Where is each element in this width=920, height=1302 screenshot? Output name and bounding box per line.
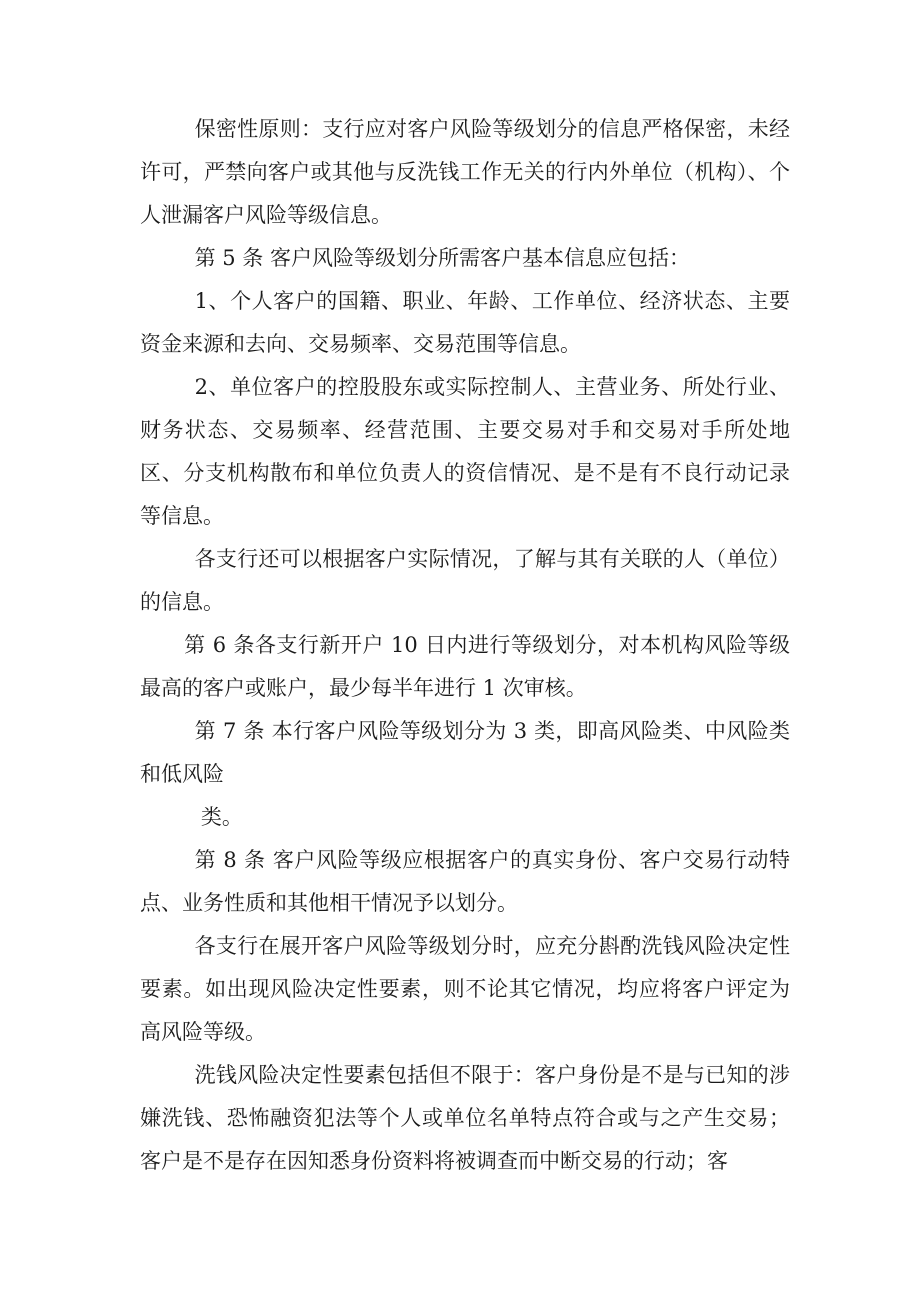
paragraph-related-parties: 各支行还可以根据客户实际情况，了解与其有关联的人（单位）的信息。 (140, 547, 790, 614)
paragraph-article-8: 第 8 条 客户风险等级应根据客户的真实身份、客户交易行动特点、业务性质和其他相干情况予以划分。 (140, 848, 790, 915)
paragraph-decisive-factors-list: 洗钱风险决定性要素包括但不限于：客户身份是不是与已知的涉嫌洗钱、恐怖融资犯法等个人或单位名单特点符合或与之产生交易；客户是不是存在因知悉身份资料将被调查而中断交易的行动；客 (140, 1063, 790, 1173)
paragraph-article-7-continuation: 类。 (200, 805, 243, 829)
paragraph-decisive-factors: 各支行在展开客户风险等级划分时，应充分斟酌洗钱风险决定性要素。如出现风险决定性要素，则不论其它情况，均应将客户评定为高风险等级。 (140, 934, 790, 1044)
paragraph-article-6: 第 6 条各支行新开户 10 日内进行等级划分，对本机构风险等级最高的客户或账户，最少每半年进行 1 次审核。 (140, 633, 790, 700)
paragraph-individual-customer-info: 1、个人客户的国籍、职业、年龄、工作单位、经济状态、主要资金来源和去向、交易频率、交易范围等信息。 (140, 289, 790, 356)
paragraph-entity-customer-info: 2、单位客户的控股股东或实际控制人、主营业务、所处行业、财务状态、交易频率、经营范围、主要交易对手和交易对手所处地区、分支机构散布和单位负责人的资信情况、是不是有不良行动记录等信息。 (140, 375, 790, 528)
paragraph-article-7: 第 7 条 本行客户风险等级划分为 3 类，即高风险类、中风险类和低风险 (140, 719, 790, 786)
paragraph-article-5: 第 5 条 客户风险等级划分所需客户基本信息应包括： (194, 246, 690, 270)
paragraph-confidentiality-principle: 保密性原则：支行应对客户风险等级划分的信息严格保密，未经许可，严禁向客户或其他与反洗钱工作无关的行内外单位（机构）、个人泄漏客户风险等级信息。 (140, 117, 790, 227)
document-body (140, 108, 790, 1183)
